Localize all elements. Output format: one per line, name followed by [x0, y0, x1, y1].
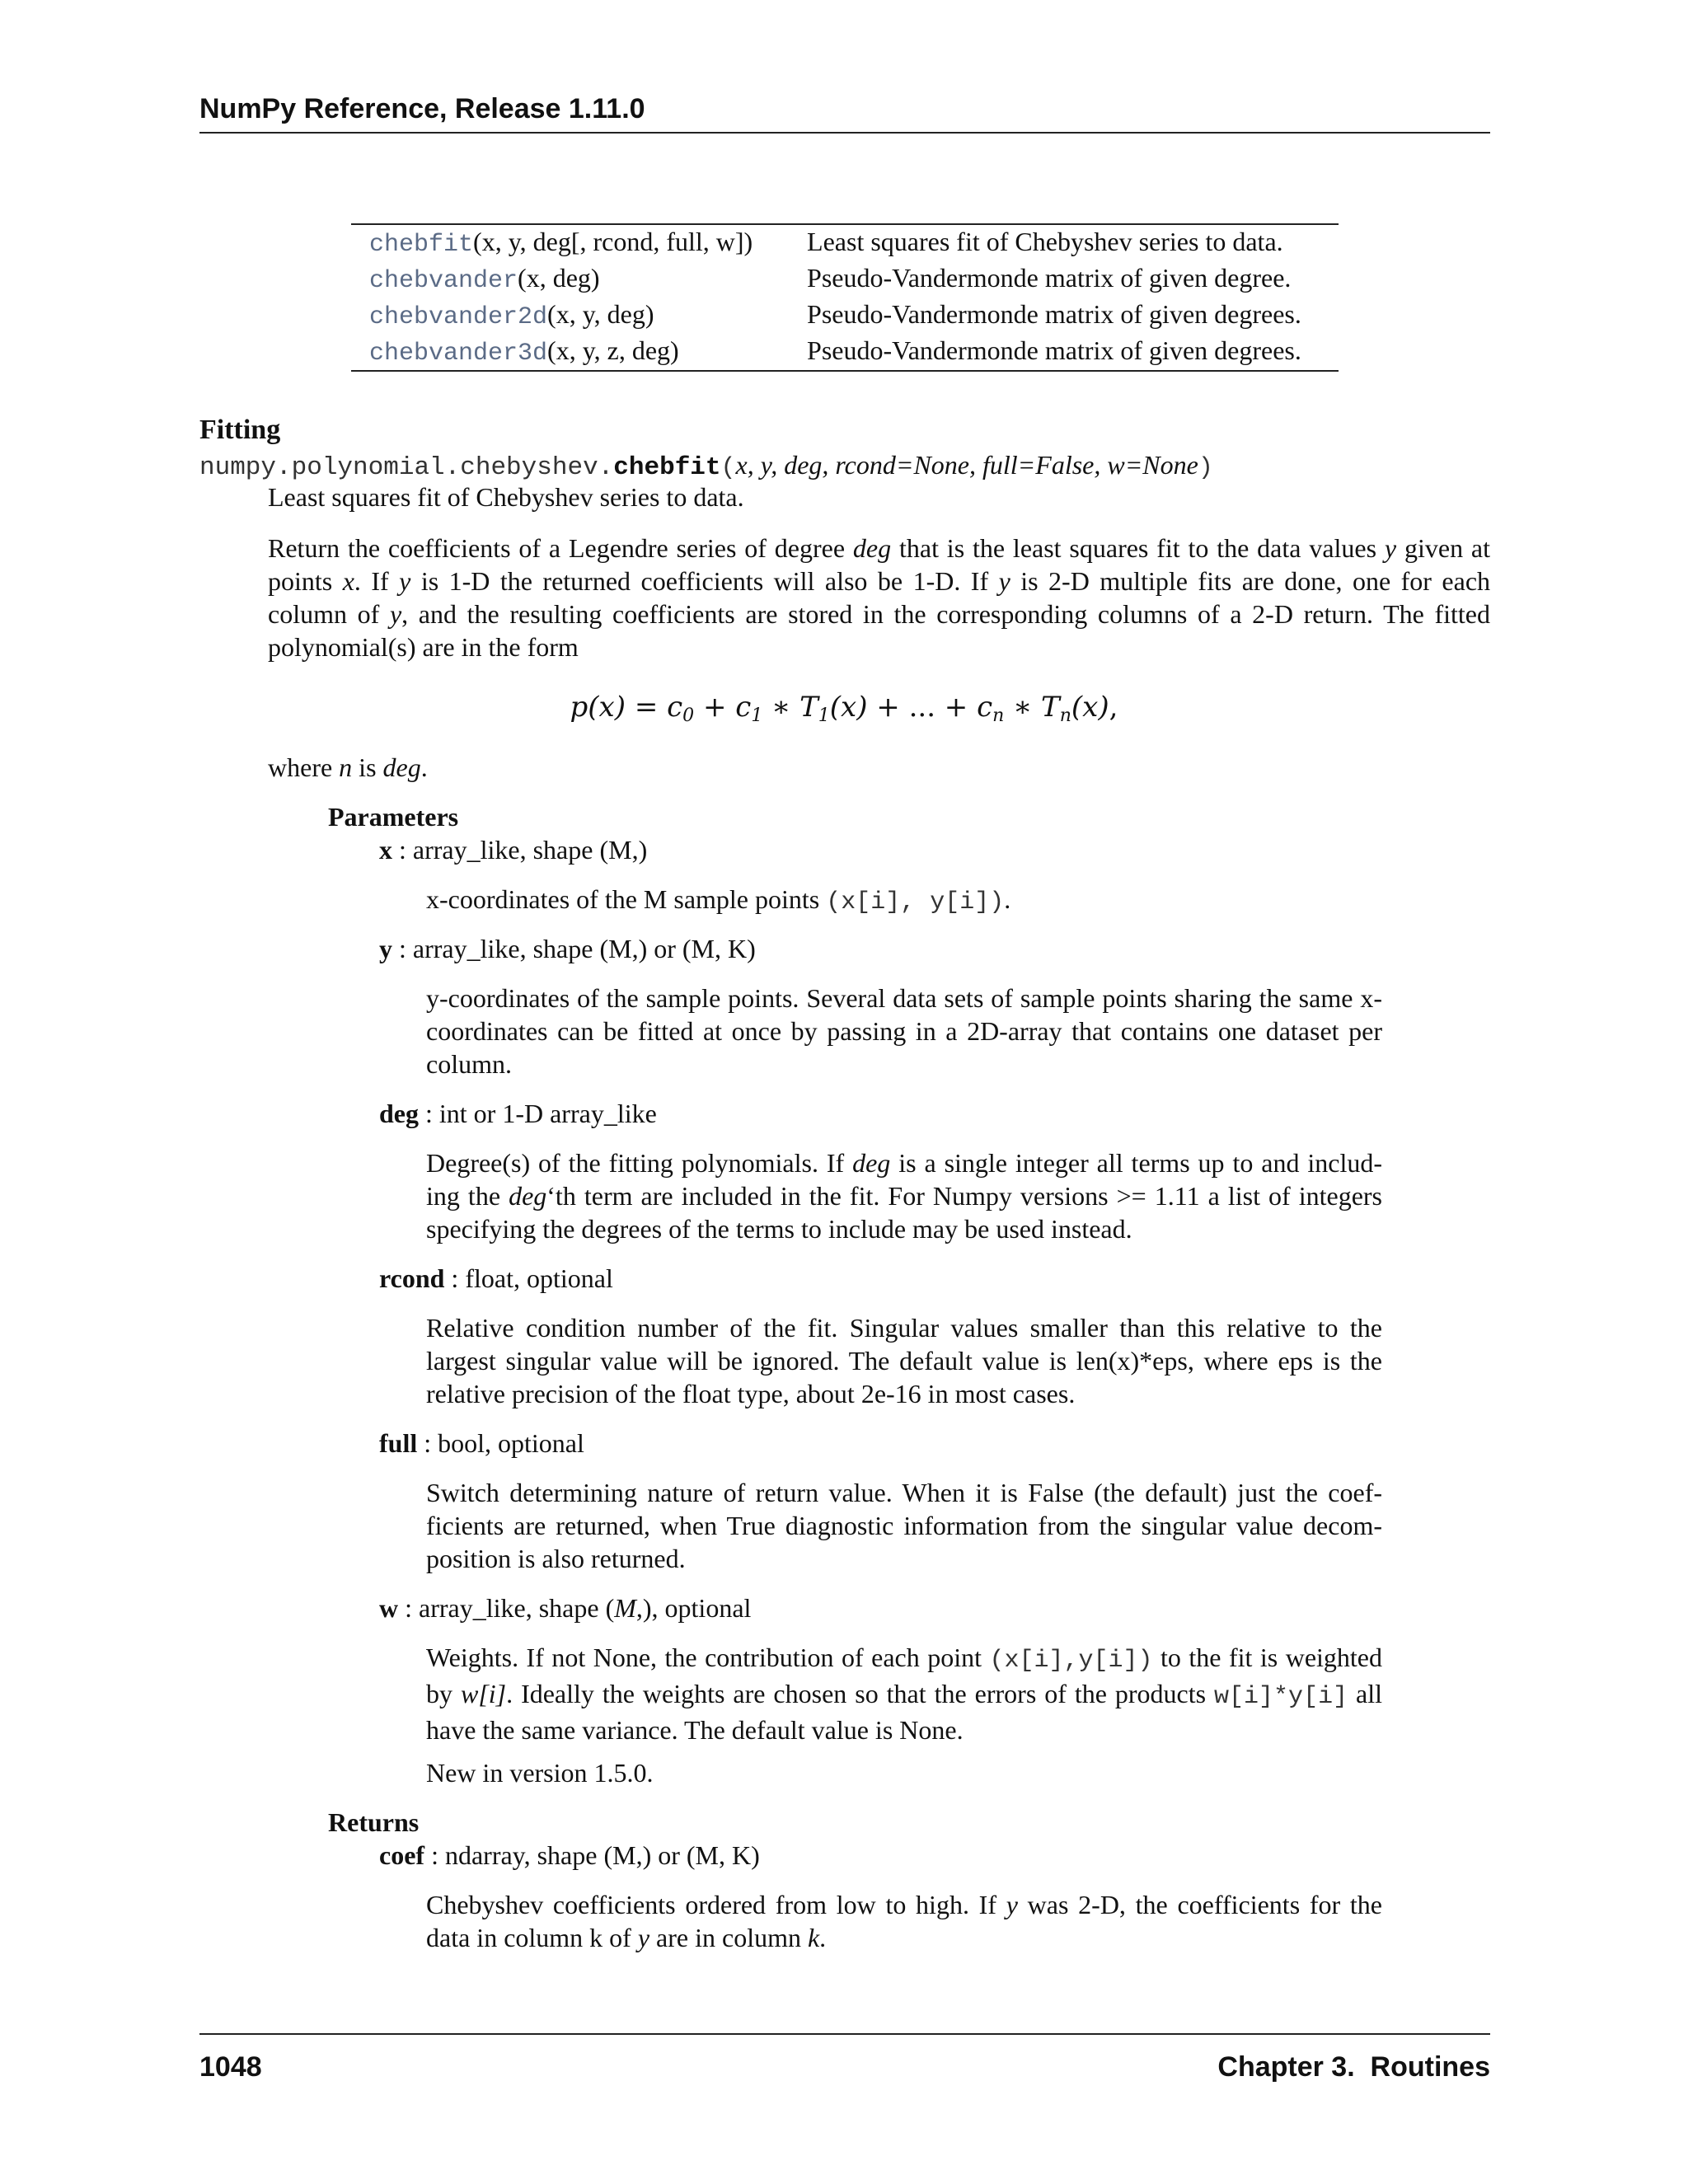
param-w-description: Weights. If not None, the contribution of each point (x[i],y[i]) to the fit is weighted by w[i]. Ideally the weights are chosen so that the errors of the products w[i]*y[i] all have the same variance. The default value is None.	[426, 1643, 1383, 1745]
function-link[interactable]: chebfit	[369, 231, 474, 259]
function-args: (x, y, z, deg)	[547, 335, 679, 365]
function-description: Pseudo-Vandermonde matrix of given degrees.	[807, 299, 1301, 329]
param-y-description: y-coordinates of the sample points. Several data sets of sample points sharing the same x-coordinates can be fitted at once by passing in a 2D-array that contains one dataset per column.	[426, 983, 1382, 1079]
signature-params: x, y, deg, rcond=None, full=False, w=None	[735, 450, 1198, 480]
param-deg-header: deg : int or 1-D array_like	[379, 1099, 657, 1128]
param-rcond-header: rcond : float, optional	[379, 1263, 613, 1293]
param-rcond-description: Relative condition number of the fit. Singular values smaller than this relative to the largest singular value will be ignored. The default value is len(x)*eps, where eps is the relative precision of the float type, about 2e-16 in most cases.	[426, 1313, 1382, 1408]
param-deg-description: Degree(s) of the fitting polynomials. If deg is a single integer all terms up to and includ-ing the deg‘th term are included in the fit. For Numpy versions >= 1.11 a list of integers specifying the degrees of the terms to include may be used instead.	[426, 1148, 1383, 1244]
chapter-label: Chapter 3. Routines	[1217, 2051, 1490, 2083]
function-description: Pseudo-Vandermonde matrix of given degree.	[807, 263, 1292, 293]
function-link[interactable]: chebvander	[369, 267, 518, 295]
function-cell	[351, 334, 784, 371]
function-link[interactable]: chebvander2d	[369, 303, 548, 331]
param-y-header: y : array_like, shape (M,) or (M, K)	[379, 934, 756, 963]
param-x-header: x : array_like, shape (M,)	[379, 835, 648, 865]
section-heading: Fitting	[199, 415, 281, 445]
table-row	[351, 224, 1339, 261]
header-title: NumPy Reference, Release 1.11.0	[199, 93, 645, 124]
function-cell	[351, 224, 784, 261]
return-coef-header: coef : ndarray, shape (M,) or (M, K)	[379, 1840, 760, 1870]
param-full-header: full : bool, optional	[379, 1428, 584, 1458]
function-description: Least squares fit of Chebyshev series to data.	[807, 227, 1283, 256]
function-cell	[351, 261, 784, 298]
param-w-header: w : array_like, shape (M,), optional	[379, 1593, 752, 1623]
function-summary: Least squares fit of Chebyshev series to data.	[268, 482, 744, 512]
function-name: chebfit	[613, 453, 721, 482]
where-line: where n is deg.	[268, 752, 428, 782]
param-full-description: Switch determining nature of return value. When it is False (the default) just the coef-ficients are returned, when True diagnostic information from the singular value decom-position is also returned.	[426, 1478, 1382, 1573]
running-header	[199, 92, 1490, 134]
module-path: numpy.polynomial.chebyshev.	[199, 453, 614, 482]
function-args: (x, deg)	[518, 263, 600, 293]
function-summary-table	[351, 223, 1339, 372]
function-args: (x, y, deg)	[547, 299, 654, 329]
signature-close-paren: )	[1198, 454, 1213, 482]
parameters-heading: Parameters	[328, 802, 459, 832]
returns-heading: Returns	[328, 1807, 420, 1837]
table-row	[351, 298, 1339, 334]
page-number: 1048	[199, 2051, 262, 2083]
running-footer	[199, 2033, 1490, 2083]
table-row	[351, 261, 1339, 298]
return-coef-description: Chebyshev coefficients ordered from low to high. If y was 2-D, the coefficients for the data in column k of y are in column k.	[426, 1890, 1383, 1952]
param-w-version-note: New in version 1.5.0.	[426, 1758, 654, 1788]
formula: $p(x) = c_0 + c_1$ ∗ $T_1(x)$ + ... + $c_n$ ∗ $T_n(x)$,	[570, 691, 1118, 726]
function-cell	[351, 298, 784, 334]
function-link[interactable]: chebvander3d	[369, 340, 548, 368]
signature-open-paren: (	[720, 454, 736, 482]
function-signature	[199, 450, 1213, 482]
table-row	[351, 334, 1339, 371]
function-args: (x, y, deg[, rcond, full, w])	[473, 227, 753, 256]
param-x-description: x-coordinates of the M sample points (x[i], y[i]).	[426, 884, 1011, 916]
function-description: Pseudo-Vandermonde matrix of given degrees.	[807, 335, 1301, 365]
intro-paragraph: Return the coefficients of a Legendre series of degree deg that is the least squares fit to the data values y given at points x. If y is 1-D the returned coefficients will also be 1-D. If y is 2-D multiple fits are done, one for each column of y, and the resulting coefficients are stored in the corresponding columns of a 2-D return. The fitted polynomial(s) are in the form	[268, 533, 1491, 662]
